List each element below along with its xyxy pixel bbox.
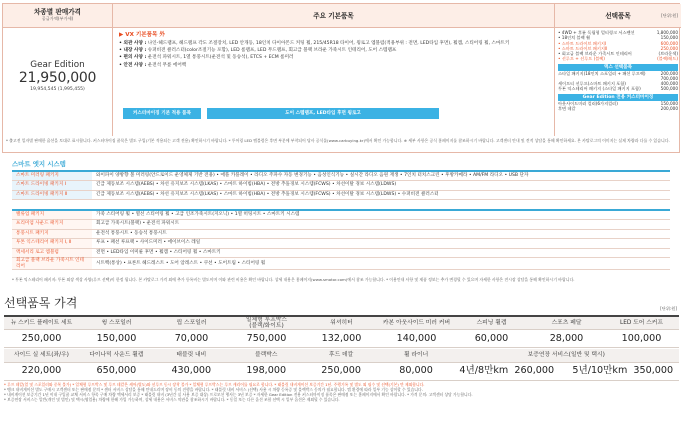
package-name: 스마트 드라이빙 패키지 Ⅱ <box>12 190 92 200</box>
table-row <box>12 190 670 200</box>
package-name: 스마트 드라이빙 패키지 Ⅰ <box>12 181 92 191</box>
feature-row-safety: • 안전 사양 : 운전석 무릎 에어백 <box>119 62 187 68</box>
option-price-table-1 <box>4 315 679 348</box>
package-option-row: 세이프티 선루프(스마트 패키지 포함) 400,000 <box>558 81 678 86</box>
package-contents: 운전석 통풍시트 • 동승석 통풍시트 <box>92 229 670 239</box>
option-price: 430,000 <box>154 362 229 380</box>
package-contents: 긴급 제동보조 시스템(AEBS) • 차선 유지보조 시스템(LKAS) • 스마트 하이빔(HBA) • 전방 추돌경보 시스템(FCWS) • 차선이탈 경보 시스템(LDWS) • 수퍼비전 클러스터 <box>92 190 670 200</box>
feature-row-interior: • 내장 사양 : 슈퍼비전 클러스터(color조절기능 포함), LED 룸램프, LED 무드램프, 회고급 블랙 브라운 가죽시트 인테리어, 도어 스텝램프 <box>119 48 397 54</box>
package-name: 스마트 미러링 패키지 <box>12 171 92 181</box>
customizing-label: 커스터마이징 기본 적용 품목 <box>123 108 201 119</box>
option-label: 일체형 루프박스 (블랙/화이트) <box>229 316 304 330</box>
standard-features-title: 주요 기본품목 <box>313 12 354 20</box>
option-row: • 스마트 드라이브 패키지Ⅱ 250,000 <box>558 45 678 51</box>
footnote-line: * 보증연장 서비스는 일반(개인 및 법인) 및 택시(영업용) 차량에 한해 가입 가능하며, 상세 내용은 서비스 약관을 참조하시기 바랍니다. * 동일 또는 다른 옵션 조합 선택 시 일부 옵션은 제외될 수 있습니다. <box>4 397 340 403</box>
option-label: 스포츠 페달 <box>529 316 604 330</box>
option-price: 140,000 <box>379 330 454 348</box>
standard-features-cell <box>113 28 555 136</box>
gear-option-row: 아웃사이드미러 컬러(6가지컬러) 150,000 <box>558 100 678 106</box>
option-prices-title: 선택품목 가격 <box>4 296 78 310</box>
table-row <box>12 210 670 220</box>
option-price: 750,000 <box>229 330 304 348</box>
option-label: 후드 데칼 <box>304 349 379 362</box>
price-footnotes <box>4 382 679 403</box>
option-row: • 18인치 블랙 휠 150,000 <box>558 35 678 41</box>
gear-edition-header: Gear Edition 전용 커스터마이징 <box>558 94 678 101</box>
warranty-price: 4년/8만km 260,000 5년/10만km 350,000 <box>454 362 679 380</box>
options-cell <box>555 28 681 136</box>
table-row <box>12 171 670 181</box>
options-header <box>555 4 681 28</box>
options-title: 선택품목 <box>605 12 631 20</box>
price-column-header <box>3 4 113 28</box>
option-label: 블랙박스 <box>229 349 304 362</box>
option-label: 카본 아웃사이드 미러 커버 <box>379 316 454 330</box>
option-price: 220,000 <box>4 362 79 380</box>
option-label: 사이드 실 세트(좌/우) <box>4 349 79 362</box>
standard-features-header <box>113 4 555 28</box>
package-name: 밸류업 패키지 <box>12 210 92 220</box>
feature-row-convenience: • 편의 사양 : 운전석 파워시트, 1열 통풍시트(운전석 및 동승석), ETCS + ECM 룸미러 <box>119 55 294 61</box>
table-row <box>12 239 670 249</box>
table-header-row <box>4 349 679 362</box>
option-price: 28,000 <box>529 330 604 348</box>
option-row: • 스마트 드라이브 패키지Ⅰ 600,000 <box>558 40 678 46</box>
customizing-items: 도어 스텝램프, LED타입 후면 윙로고 <box>207 108 439 119</box>
options-unit: [단위:원] <box>661 13 678 18</box>
smart-footnote: * 투톤 익스테리어 패키지: 투톤 외장 색상 사양(루프 선택)이 한정 됩니다. 본 카탈로그 가격 외에 추가 등록비는 별도이며 이와 관련 비용은 확인 바랍니다. 상세 내용은 홈페이지(www.smotor.com)에서 참조 가능합니다. * 이용안내 사항 및 제품 정보는 추가 변경될 수 있으며 자세한 사항은 전시장 상담을 통해 확인하시기 바랍니다. <box>12 277 575 282</box>
table-header-row <box>4 316 679 330</box>
option-label: 윙 스포일러 <box>79 316 154 330</box>
package-name: 회고급 블랙 브라운 가죽시트 인테리어 <box>12 258 92 270</box>
table-row <box>12 248 670 258</box>
option-label: 립 스포일러 <box>154 316 229 330</box>
option-label: 태블릿 내비 <box>154 349 229 362</box>
option-price: 250,000 <box>4 330 79 348</box>
option-price: 198,000 <box>229 362 304 380</box>
option-label: 다이나믹 사운드 휠캡 <box>79 349 154 362</box>
package-name: 프리미엄 사운드 패키지 <box>12 220 92 230</box>
table-row <box>12 181 670 191</box>
package-contents: 회고급 가죽시트(블랙) • 운전석 파워시트 <box>92 220 670 230</box>
package-name: 액세서리 로고 엠블럼 <box>12 248 92 258</box>
package-contents: 가죽 스티어링 휠 • 열선 스티어링 휠 • 고급 인조가죽시트(지오닉) • 1열 히팅시트 • 스마트키 시스템 <box>92 210 670 220</box>
customizing-banner <box>123 108 443 119</box>
option-prices-unit: [단위:원] <box>660 306 677 311</box>
vx-features-title: ▶ VX 기본품목 外 <box>119 32 165 38</box>
table-row <box>12 229 670 239</box>
option-row: • 선루프 + 선루프 (블랙) (블랙/레드) <box>558 56 678 62</box>
option-price: 650,000 <box>79 362 154 380</box>
smart-package-table <box>12 170 670 200</box>
option-label: 스피닝 휠캡 <box>454 316 529 330</box>
option-price-table-2 <box>4 349 679 381</box>
footnote-line: * 내비게이션 보증기간 1년 이내 구입품 교체 서비스 항목 구매 차량 액세서리 보증 * 태블릿 내비 (3년간 실 사용 보증 대상) 프로모션 행사는 3년 보증 * 자세한 Gear Edition 전용 커스터마이징 품목은 판매점 또는 홈페이지에서 확인 바랍니다. * 가격 문의: 고객센터 상담 가능합니다. <box>4 392 473 398</box>
option-price: 150,000 <box>79 330 154 348</box>
option-price: 60,000 <box>454 330 529 348</box>
price-column-subtitle: 공급가액(부가세) <box>41 16 74 22</box>
feature-row-exterior: • 외관 사양 : 나인-헤드램프, 헤드램프 각도 조절장치, LED 안개등, 18인치 다이아몬드 커팅 휠, 215/45R18 타이어, 윙로고 엠블럼(적용부위 : 전면, LED타입 후면), 휠캡, 스티어링 휠, 스마트키 <box>119 40 510 46</box>
table-row <box>4 330 679 348</box>
top-footnote: * 출고전 일자별 판매한 옵션을 토대로 표시합니다. 커스터마이징 품목은 별도 구입(기본 적용되는 고객 전용) 확인하시기 바랍니다. * 투어링 LED 엠블럼은 후면 부분에 부착되어 당사 공식몰(www.carbuying.kr)에서 확인 가능합니다. ※ 세부 사항은 공식 홈페이지를 참조하시기 바랍니다. 고객센터 안내 및 견적 상담을 통해 확인하세요. 본 카탈로그의 이미지는 실제 차량과 다를 수 있습니다. <box>6 138 670 143</box>
table-row <box>12 258 670 270</box>
option-label: 휠 라이너 <box>379 349 454 362</box>
package-contents: 루프 • 패션 루프랙 • 사이드미러 • 에이브이스 레일 <box>92 239 670 249</box>
trim-price-table <box>2 3 680 153</box>
package-name: 통풍시트 패키지 <box>12 229 92 239</box>
option-row: • 4WD + 후륜 독립형 멀티링크 서스펜션 1,800,000 <box>558 30 678 35</box>
package-contents: 시트백(통상) • 프론트 헤드레스트 • 도어 암레스트 • 쿠션 • 도어트림 • 스티어링 휠 <box>92 258 670 270</box>
option-price: 250,000 <box>304 362 379 380</box>
option-label: 보증연장 서비스(일반 및 택시) <box>454 349 679 362</box>
package-contents: 전면 • LED타입 이미륜 후면 • 휠캡 • 스티어링 휠 • 스마트키 <box>92 248 670 258</box>
package-header: 액스 선택품목 <box>558 64 678 71</box>
model-name: Gear Edition <box>30 60 85 70</box>
package-contents: 와이파이 양방향 볼 미러링(안드로이드 운영체제 기반 전용) • 애플 카플레이 • 라디오 주파수 자동 변경기능 • 음성인식기능 • 실시간 라디오 음원 재생 • 7인치 터치스크린 • 후방카메라 • AM/FM 라디오 • USB 단자 <box>92 171 670 181</box>
option-price: 80,000 <box>379 362 454 380</box>
option-row: • 회고급 블랙 브라운 가죽시트 인테리어 (브라운색) <box>558 51 678 56</box>
package-name: 투톤 익스테리어 패키지 Ⅰ, Ⅱ <box>12 239 92 249</box>
footnote-line: * 루프 데칼(얼 및 스포일러와 중복 불가) * 일체형 루프박스 및 루프 데칼은 셰어(별도)와 선루프 동시 장착 불가 * 일체형 루프박스는 루프 캐리어를 필요로 합니다. * 태블릿 내비게이션 보증기간 1년. 주행기록 및 별도 외 필수 및 선택(기본) 만 제외합니다. <box>4 382 425 387</box>
package-option-row: 스타일 패키지(18인치 스포일러 + 패션 루프랙) 200,000 <box>558 70 678 76</box>
smart-system-title: 스마트 엣지 시스템 <box>12 160 66 168</box>
option-price: 132,000 <box>304 330 379 348</box>
trim-price-cell <box>3 28 113 136</box>
package-contents: 긴급 제동보조 시스템(AEBS) • 차선 유지보조 시스템(LKAS) • 스마트 하이빔(HBA) • 전방 추돌경보 시스템(FCWS) • 차선이탈 경보 시스템(LDWS) <box>92 181 670 191</box>
option-price: 70,000 <box>154 330 229 348</box>
model-price-breakdown: 19,954,545 (1,995,455) <box>30 87 85 93</box>
footnote-line: * 탱크 내비게이션 별도 구매시 고객센터 또는 판매점 문의 * 센터 서비스 상담을 통해 안내드리며 장비 동의 진행을 바랍니다. * 태블릿 내비 서비스 (선택) 사용 시 차량 등록증 및 블랙박스 동의가 필요합니다. 앱 환경에 따라 일부 기능 상이할 수 있습니다. <box>4 387 423 393</box>
gear-option-row: 후면 데칼 200,000 <box>558 105 678 111</box>
package-option-row: 투톤 익스테리어 패키지 (스타일 패키지 포함) 500,000 <box>558 86 678 92</box>
package-option-row: 700,000 <box>660 75 678 81</box>
option-price: 100,000 <box>604 330 679 348</box>
option-label: 뉴 스키드 플레이트 세트 <box>4 316 79 330</box>
table-row <box>4 362 679 380</box>
option-label: 워셔히터 <box>304 316 379 330</box>
other-package-table <box>12 209 670 270</box>
model-price: 21,950,000 <box>18 69 97 86</box>
option-label: LED 도어 스커프 <box>604 316 679 330</box>
table-row <box>12 220 670 230</box>
price-column-title: 차종별 판매가격 <box>34 8 81 16</box>
